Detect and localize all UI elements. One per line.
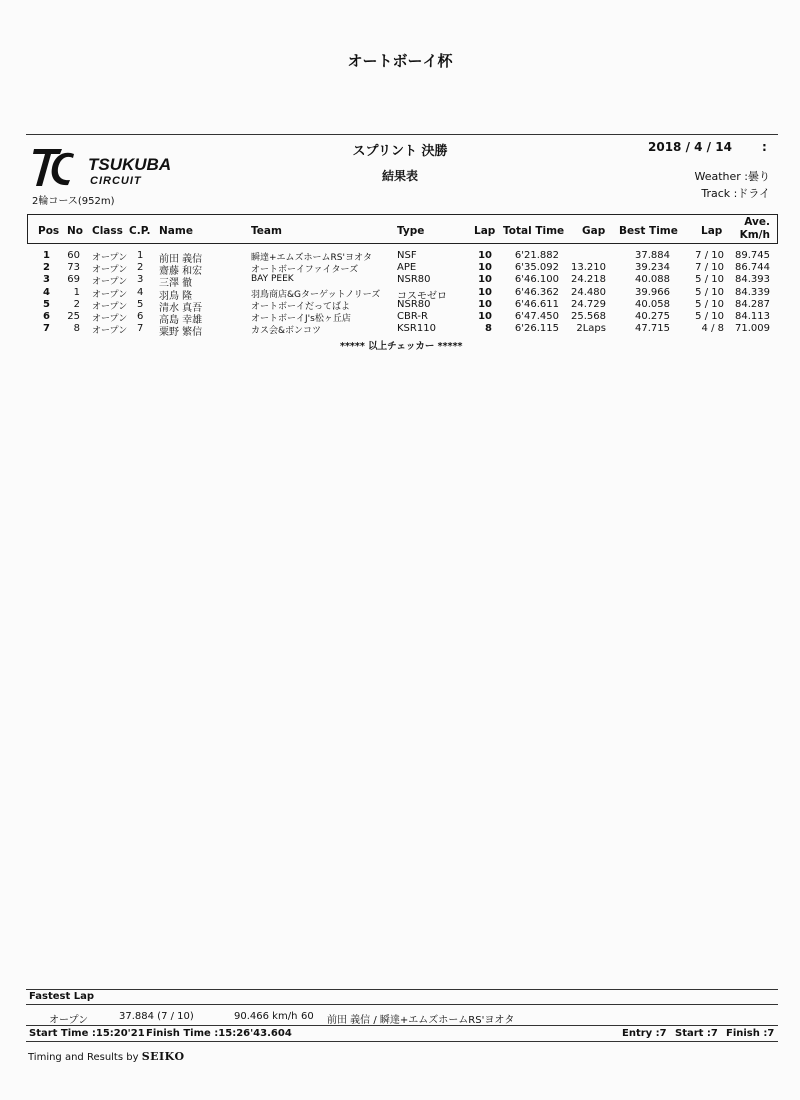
cell-lap: 10	[478, 286, 492, 298]
cell-no: 69	[67, 274, 80, 286]
cell-team: オートボーイJ's松ヶ丘店	[251, 314, 351, 324]
cell-class: オープン	[92, 326, 128, 337]
cell-type: CBR-R	[397, 311, 428, 322]
cell-best-time: 39.234	[635, 262, 670, 274]
weather: Weather :曇り	[694, 170, 770, 183]
table-row	[0, 250, 800, 265]
cell-pos: 3	[43, 274, 50, 286]
cell-class: オープン	[92, 253, 128, 263]
cell-team: カス会&ボンコツ	[251, 326, 322, 337]
cell-best-time: 47.715	[635, 323, 670, 335]
cell-cp: 1	[137, 250, 144, 261]
cell-lap: 10	[478, 250, 492, 261]
logo-brand: TSUKUBA	[88, 155, 172, 174]
logo-brand-sub: CIRCUIT	[90, 175, 142, 187]
cell-pos: 4	[43, 286, 50, 298]
cell-lap: 10	[478, 298, 492, 310]
cell-best-lap: 5 / 10	[695, 274, 724, 286]
col-type: Type	[397, 225, 425, 237]
cell-gap: 24.729	[571, 298, 606, 310]
col-gap: Gap	[582, 225, 606, 237]
cell-ave: 84.393	[735, 274, 770, 286]
cell-total-time: 6'46.100	[514, 274, 559, 286]
cell-cp: 4	[137, 286, 144, 298]
finish-time: Finish Time :15:26'43.604	[146, 1028, 292, 1039]
fastest-lap-label: Fastest Lap	[29, 991, 94, 1002]
track-condition: Track :ドライ	[701, 187, 770, 200]
cell-class: オープン	[92, 265, 128, 276]
cell-gap: 24.480	[571, 286, 606, 298]
cell-lap: 10	[478, 262, 492, 274]
cell-team: BAY PEEK	[251, 274, 294, 285]
col-best-lap: Lap	[701, 225, 723, 237]
cell-cp: 3	[137, 274, 144, 286]
event-title: オートボーイ杯	[347, 52, 453, 70]
cell-team: オートボーイだってばよ	[251, 301, 351, 312]
cell-no: 8	[73, 323, 80, 335]
cell-type: NSR80	[397, 274, 431, 286]
cell-total-time: 6'21.882	[514, 250, 559, 261]
table-row	[0, 311, 800, 326]
cell-no: 60	[67, 250, 80, 261]
cell-best-lap: 7 / 10	[695, 250, 724, 261]
cell-type: NSR80	[397, 298, 431, 310]
cell-best-time: 40.275	[635, 311, 670, 322]
cell-total-time: 6'46.362	[514, 286, 559, 298]
cell-best-lap: 5 / 10	[695, 298, 724, 310]
table-row	[0, 298, 800, 314]
fastest-lap-speed: 90.466 km/h	[234, 1011, 298, 1022]
cell-best-lap: 5 / 10	[695, 286, 724, 298]
cell-type: KSR110	[397, 323, 436, 335]
cell-gap: 13.210	[571, 262, 606, 274]
fastest-lap-time: 37.884 (7 / 10)	[119, 1011, 194, 1022]
col-total-time: Total Time	[503, 225, 565, 237]
cell-name: 齋藤 和宏	[159, 266, 203, 278]
cell-no: 2	[73, 298, 80, 310]
start-time: Start Time :15:20'21	[29, 1028, 145, 1039]
cell-name: 粟野 繁信	[159, 327, 203, 339]
cell-class: オープン	[92, 277, 128, 288]
cell-cp: 2	[137, 262, 144, 274]
cell-best-time: 37.884	[635, 250, 670, 261]
cell-type: NSF	[397, 250, 417, 261]
results-subtitle: 結果表	[381, 169, 418, 183]
col-pos: Pos	[38, 225, 60, 237]
cell-cp: 6	[137, 311, 144, 322]
cell-cp: 5	[137, 298, 144, 310]
cell-best-lap: 7 / 10	[695, 262, 724, 274]
race-date: 2018 / 4 / 14	[648, 140, 732, 154]
cell-class: オープン	[92, 289, 128, 300]
col-team: Team	[251, 225, 282, 237]
finish-count: Finish :7	[726, 1028, 775, 1039]
cell-pos: 6	[43, 311, 50, 322]
cell-ave: 84.339	[735, 286, 770, 298]
cell-team: オートボーイファイターズ	[251, 265, 359, 276]
cell-best-time: 40.088	[635, 274, 670, 286]
cell-pos: 5	[43, 298, 50, 310]
cell-best-time: 39.966	[635, 286, 670, 298]
cell-name: 三澤 徹	[159, 278, 193, 290]
table-row	[0, 274, 800, 290]
fastest-lap-bar	[26, 989, 778, 1005]
timing-credit	[28, 1050, 185, 1063]
cell-name: 前田 義信	[159, 254, 203, 265]
col-name: Name	[159, 225, 193, 237]
cell-name: 羽鳥 隆	[159, 290, 193, 302]
cell-lap: 8	[485, 323, 492, 335]
cell-name: 清水 真吾	[159, 302, 203, 314]
cell-gap: 25.568	[571, 311, 606, 322]
cell-type: コスモゼロ	[397, 290, 447, 302]
fastest-lap-no: 60	[301, 1011, 314, 1022]
cell-ave: 84.287	[735, 298, 770, 310]
cell-pos: 2	[43, 262, 50, 274]
cell-name: 高島 幸雄	[159, 315, 203, 326]
cell-class: オープン	[92, 314, 128, 324]
seiko-logo: SEIKO	[141, 1050, 185, 1063]
course-info: 2輪コース(952m)	[32, 196, 115, 207]
start-count: Start :7	[675, 1028, 718, 1039]
col-ave: Ave.	[744, 216, 770, 228]
date-suffix: :	[762, 140, 767, 154]
cell-best-lap: 5 / 10	[695, 311, 724, 322]
cell-ave: 84.113	[735, 311, 770, 322]
cell-lap: 10	[478, 311, 492, 322]
cell-total-time: 6'47.450	[514, 311, 559, 322]
col-lap: Lap	[474, 225, 496, 237]
col-best-time: Best Time	[619, 225, 678, 237]
race-title: スプリント 決勝	[352, 144, 448, 159]
checker-note: ***** 以上チェッカー *****	[340, 341, 463, 352]
cell-no: 1	[73, 286, 80, 298]
cell-pos: 1	[43, 250, 50, 261]
cell-best-time: 40.058	[635, 298, 670, 310]
col-kmh: Km/h	[739, 229, 770, 241]
cell-best-lap: 4 / 8	[701, 323, 724, 335]
entry-count: Entry :7	[622, 1028, 667, 1039]
cell-ave: 71.009	[735, 323, 770, 335]
table-row	[0, 262, 800, 278]
cell-type: APE	[397, 262, 417, 274]
cell-gap: 2Laps	[576, 323, 606, 335]
fastest-lap-row	[0, 1011, 800, 1026]
fastest-lap-class: オープン	[49, 1015, 89, 1026]
cell-team: 羽鳥商店&Gターゲットノリーズ	[251, 289, 381, 300]
cell-pos: 7	[43, 323, 50, 335]
cell-lap: 10	[478, 274, 492, 286]
cell-no: 73	[67, 262, 80, 274]
col-class: Class	[92, 225, 123, 237]
cell-team: 瞬達+エムズホームRS'ヨオタ	[251, 253, 372, 263]
top-divider	[26, 134, 778, 135]
credit-text: Timing and Results by	[28, 1052, 139, 1063]
cell-total-time: 6'46.611	[514, 298, 559, 310]
cell-ave: 89.745	[735, 250, 770, 261]
col-no: No	[67, 225, 84, 237]
col-cp: C.P.	[129, 225, 151, 237]
cell-gap: 24.218	[571, 274, 606, 286]
cell-ave: 86.744	[735, 262, 770, 274]
cell-class: オープン	[92, 301, 128, 312]
table-row	[0, 323, 800, 339]
table-row	[0, 286, 800, 302]
fastest-lap-driver: 前田 義信 / 瞬達+エムズホームRS'ヨオタ	[327, 1015, 515, 1026]
cell-total-time: 6'26.115	[514, 323, 559, 335]
cell-cp: 7	[137, 323, 144, 335]
cell-total-time: 6'35.092	[514, 262, 559, 274]
cell-no: 25	[67, 311, 80, 322]
